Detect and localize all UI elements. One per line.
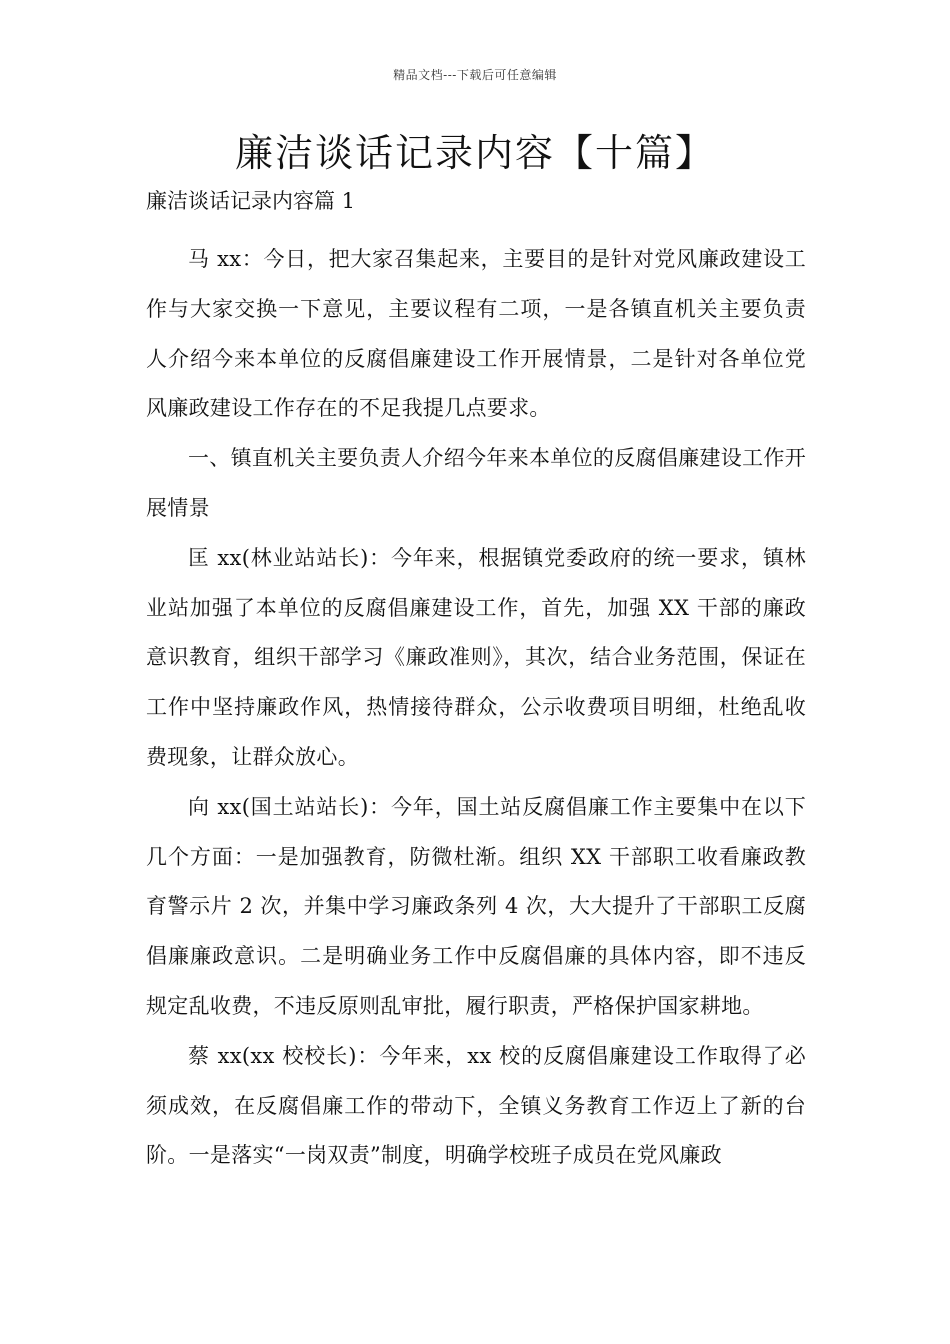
body-text	[146, 235, 806, 1181]
paragraph-forestry-station: 匡 xx(林业站站长)：今年来，根据镇党委政府的统一要求，镇林业站加强了本单位的反腐倡廉建设工作，首先，加强 XX 干部的廉政意识教育，组织干部学习《廉政准则》，其次，结合业务范围，保证在工作中坚持廉政作风，热情接待群众，公示收费项目明细，杜绝乱收费现象，让群众放心。	[146, 545, 806, 769]
paragraph-school: 蔡 xx(xx 校校长)：今年来，xx 校的反腐倡廉建设工作取得了必须成效，在反腐倡廉工作的带动下，全镇义务教育工作迈上了新的台阶。一是落实“一岗双责”制度，明确学校班子成员在党风廉政	[146, 1043, 806, 1168]
section-subtitle: 廉洁谈话记录内容篇 1	[146, 189, 356, 213]
paragraph-section-heading: 一、镇直机关主要负责人介绍今年来本单位的反腐倡廉建设工作开展情景	[146, 446, 806, 520]
paragraph-land-station: 向 xx(国土站站长)：今年，国土站反腐倡廉工作主要集中在以下几个方面：一是加强教育，防微杜渐。组织 XX 干部职工收看廉政教育警示片 2 次，并集中学习廉政条列 4 次，大大提升了干部职工反腐倡廉廉政意识。二是明确业务工作中反腐倡廉的具体内容，即不违反规定乱收费，不违反原则乱审批，履行职责，严格保护国家耕地。	[146, 794, 806, 1018]
document-title: 廉洁谈话记录内容【十篇】	[234, 131, 715, 175]
header-note: 精品文档---下载后可任意编辑	[393, 68, 557, 82]
paragraph-opening-remarks: 马 xx：今日，把大家召集起来，主要目的是针对党风廉政建设工作与大家交换一下意见，主要议程有二项，一是各镇直机关主要负责人介绍今来本单位的反腐倡廉建设工作开展情景，二是针对各单位党风廉政建设工作存在的不足我提几点要求。	[146, 247, 806, 421]
